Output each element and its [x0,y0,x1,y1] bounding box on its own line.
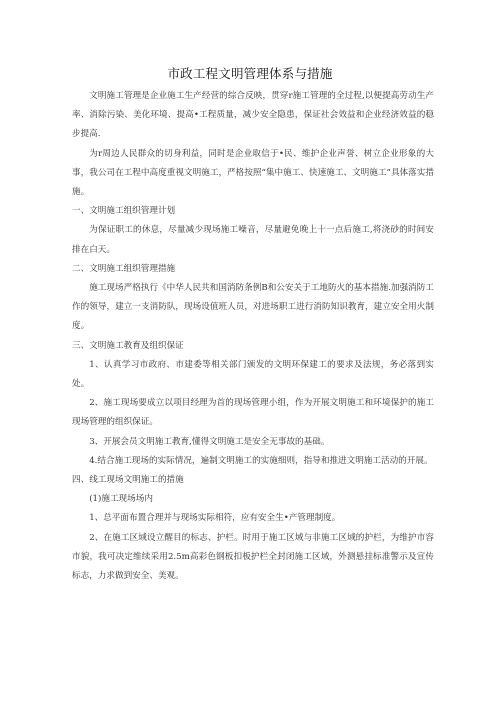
section-heading: 二、文明施工组织管理措施 [72,263,176,274]
body-paragraph: 1、认真学习市政府、市建委等相关部门颁发的文明环保建工的要求及法规，务必落到实处。 [72,359,434,390]
section-heading: 三、文明施工教育及组织保证 [72,340,184,351]
body-paragraph: (1)施工现场场内 [89,494,153,505]
body-paragraph: 施工现场严格执行《中华人民共和国消防条例B和公安关于工地防火的基本措施.加强消防工作的领导，建立一支消防队，现场设值班人员，对进场职工进行消防知识教育，建立安全用火制度。 [72,283,434,332]
body-paragraph: 2、施工现场要成立以项目经理为首的现场管理小组，作为开展文明施工和环境保护的施工现场管理的组织保证。 [72,398,434,428]
body-paragraph: 为保证职工的休息，尽量减少现场施工噪音，尽量避免晚上十一点后施工,将浇砂的时间安排在白天。 [72,225,434,255]
body-paragraph: 文明施工管理是企业施工生产经营的综合反映，贯穿r施工管理的全过程,以便提高劳动生产率、消除污染、美化环境、提高•工程质量，减少安全隐患，保证社会效益和企业经济效益的稳步提高. [72,91,434,140]
section-heading: 四、线工现场文明施工的措施 [72,475,184,486]
body-paragraph: 为r周边人民群众的切身利益，同时是企业取信于•民、维护企业声誉、树立企业形象的大事，我公司在工程中高度重视文明施工，严格按照“集中施工、快速施工、文明施工”具体落实措施。 [72,148,434,198]
body-paragraph: 4.结合施工现场的实际情况，遍制文明施工的实施细则，指导和推进文明施工活动的开展。 [89,455,433,466]
body-paragraph: 1、总平面布置合理并与现场实际相符，应有安全生•产管理制度。 [89,513,341,524]
document-body [72,87,434,586]
body-paragraph: 3、开展会员文明施工教育,懂得文明施工是安全无事故的基础。 [89,436,330,447]
body-paragraph: 2、在施工区域设立醒目的标志、护栏。时用于施工区域与非施工区域的护栏，为维护市容市貌，我可决定维续采用2.5m高彩色钢板扣板护栏全封闭施工区域，外测悬挂标准警示及宣传标志，力求做到安全、美观。 [72,532,434,582]
section-heading: 一、文明施工组织管理计划 [72,206,176,217]
page-title: 市政工程文明管理体系与措施 [167,66,333,81]
